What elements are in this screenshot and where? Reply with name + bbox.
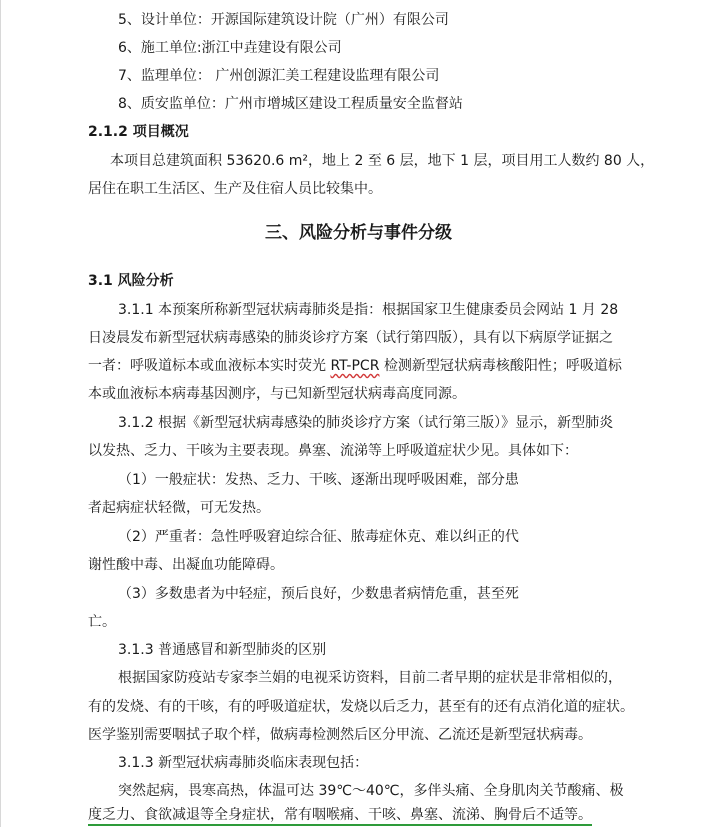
grammar-check-underline: 度乏力、食欲减退等全身症状，常有咽喉痛、干咳、鼻塞、流涕、胸骨后不适等。 [88,807,592,826]
p313-line-3: 医学鉴别需要咽拭子取个样，做病毒检测然后区分甲流、乙流还是新型冠状病毒。 [88,727,592,743]
project-overview-line-1: 本项目总建筑面积 53620.6 m²，地上 2 至 6 层，地下 1 层，项目用工人数约 80 人， [110,153,655,169]
page-left-border [0,0,1,827]
p313-title: 3.1.3 普通感冒和新型肺炎的区别 [118,642,327,658]
project-overview-line-2: 居住在职工生活区、生产及住宿人员比较集中。 [88,181,382,197]
section-title: 三、风险分析与事件分级 [265,223,452,243]
p312-line-2: 以发热、乏力、干咳为主要表现。鼻塞、流涕等上呼吸道症状少见。具体如下： [88,443,578,459]
org-item-safety-station: 8、质安监单位：广州市增城区建设工程质量安全监督站 [118,96,463,112]
org-item-supervisor: 7、监理单位： 广州创源汇美工程建设监理有限公司 [118,68,440,84]
spell-check-rt-pcr: RT-PCR [330,358,380,374]
p312-item-2-line-2: 谢性酸中毒、出凝血功能障碍。 [88,557,284,573]
p312-item-1-line-2: 者起病症状轻微，可无发热。 [88,500,270,516]
p311-line-2: 日凌晨发布新型冠状病毒感染的肺炎诊疗方案（试行第四版），具有以下病原学证据之 [88,330,613,346]
p313b-line-2 [88,805,592,825]
p312-item-3-line-1: （3）多数患者为中轻症，预后良好，少数患者病情危重，甚至死 [118,586,519,602]
p313-line-2: 有的发烧、有的干咳，有的呼吸道症状，发烧以后乏力，甚至有的还有点消化道的症状。 [88,699,634,715]
p312-item-1-line-1: （1）一般症状：发热、乏力、干咳、逐渐出现呼吸困难，部分患 [118,472,519,488]
heading-risk-analysis: 3.1 风险分析 [88,273,174,289]
org-item-contractor: 6、施工单位:浙江中垚建设有限公司 [118,40,342,56]
p312-item-2-line-1: （2）严重者：急性呼吸窘迫综合征、脓毒症休克、难以纠正的代 [118,529,519,545]
p312-line-1: 3.1.2 根据《新型冠状病毒感染的肺炎诊疗方案（试行第三版）》显示，新型肺炎 [118,415,614,431]
heading-project-overview: 2.1.2 项目概况 [88,124,189,140]
p311-line-3 [88,356,622,376]
p313-line-1: 根据国家防疫站专家李兰娟的电视采访资料，目前二者早期的症状是非常相似的， [118,670,622,686]
org-item-designer: 5、设计单位：开源国际建筑设计院（广州）有限公司 [118,12,449,28]
p311-line-1: 3.1.1 本预案所称新型冠状病毒肺炎是指：根据国家卫生健康委员会网站 1 月 28 [118,302,619,318]
p313b-line-1: 突然起病，畏寒高热，体温可达 39℃～40℃，多伴头痛、全身肌肉关节酸痛、极 [118,783,624,799]
p311-line-3-part-c: 检测新型冠状病毒核酸阳性；呼吸道标 [379,358,622,374]
p311-line-4: 本或血液标本病毒基因测序，与已知新型冠状病毒高度同源。 [88,386,466,402]
p313b-title: 3.1.3 新型冠状病毒肺炎临床表现包括： [118,755,369,771]
p312-item-3-line-2: 亡。 [88,614,116,630]
p311-line-3-part-a: 一者：呼吸道标本或血液标本实时荧光 [88,358,331,374]
